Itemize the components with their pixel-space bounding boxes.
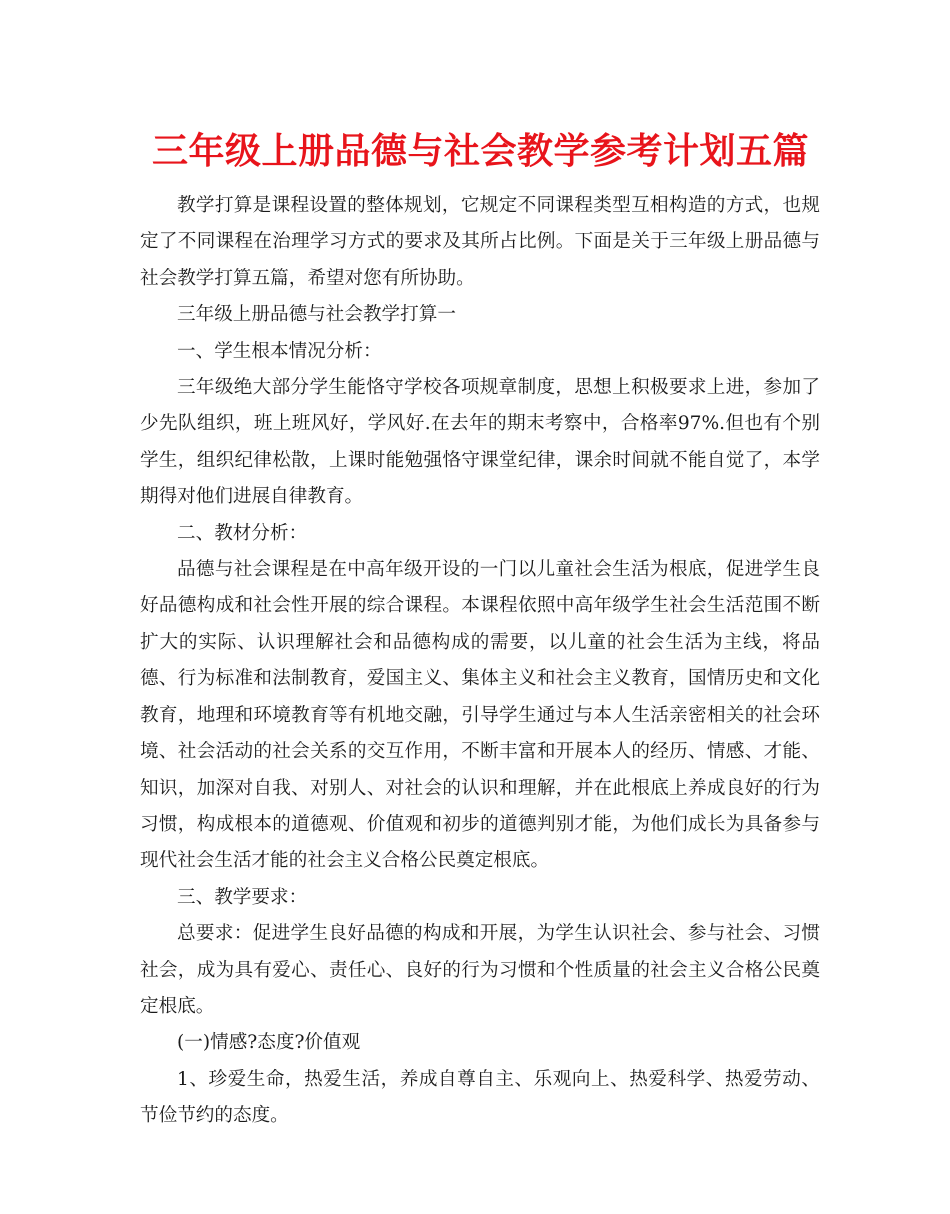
- paragraph-heading-student-analysis: 一、学生根本情况分析：: [177, 340, 382, 362]
- paragraph-student-analysis: 三年级绝大部分学生能恪守学校各项规章制度，思想上积极要求上进，参加了少先队组织，班上班风好，学风好.在去年的期末考察中，合格率97%.但也有个别学生，组织纪律松散，上课时能勉强恪守课堂纪律，课余时间就不能自觉了，本学期得对他们进展自律教育。: [140, 377, 820, 508]
- paragraph-item-1: 1、珍爱生命，热爱生活，养成自尊自主、乐观向上、热爱科学、热爱劳动、节俭节约的态度。: [140, 1068, 820, 1127]
- document-page: [140, 128, 820, 1135]
- paragraph-heading-textbook-analysis: 二、教材分析：: [177, 522, 308, 544]
- document-title: 三年级上册品德与社会教学参考计划五篇: [152, 131, 810, 172]
- paragraph-section-heading: 三年级上册品德与社会教学打算一: [177, 304, 456, 326]
- paragraph-heading-teaching-requirements: 三、教学要求：: [177, 886, 308, 908]
- document-body: [140, 188, 820, 1135]
- paragraph-textbook-analysis: 品德与社会课程是在中高年级开设的一门以儿童社会生活为根底，促进学生良好品德构成和社会性开展的综合课程。本课程依照中高年级学生社会生活范围不断扩大的实际、认识理解社会和品德构成的需要，以儿童的社会生活为主线，将品德、行为标准和法制教育，爱国主义、集体主义和社会主义教育，国情历史和文化教育，地理和环境教育等有机地交融，引导学生通过与本人生活亲密相关的社会环境、社会活动的社会关系的交互作用，不断丰富和开展本人的经历、情感、才能、知识，加深对自我、对别人、对社会的认识和理解，并在此根底上养成良好的行为习惯，构成根本的道德观、价值观和初步的道德判别才能，为他们成长为具备参与现代社会生活才能的社会主义合格公民奠定根底。: [140, 559, 820, 872]
- paragraph-heading-emotion-attitude-values: (一)情感?态度?价值观: [177, 1032, 361, 1054]
- paragraph-overall-requirement: 总要求：促进学生良好品德的构成和开展，为学生认识社会、参与社会、习惯社会，成为具有爱心、责任心、良好的行为习惯和个性质量的社会主义合格公民奠定根底。: [140, 923, 820, 1017]
- paragraph-intro: 教学打算是课程设置的整体规划，它规定不同课程类型互相构造的方式，也规定了不同课程在治理学习方式的要求及其所占比例。下面是关于三年级上册品德与社会教学打算五篇，希望对您有所协助。: [140, 195, 820, 289]
